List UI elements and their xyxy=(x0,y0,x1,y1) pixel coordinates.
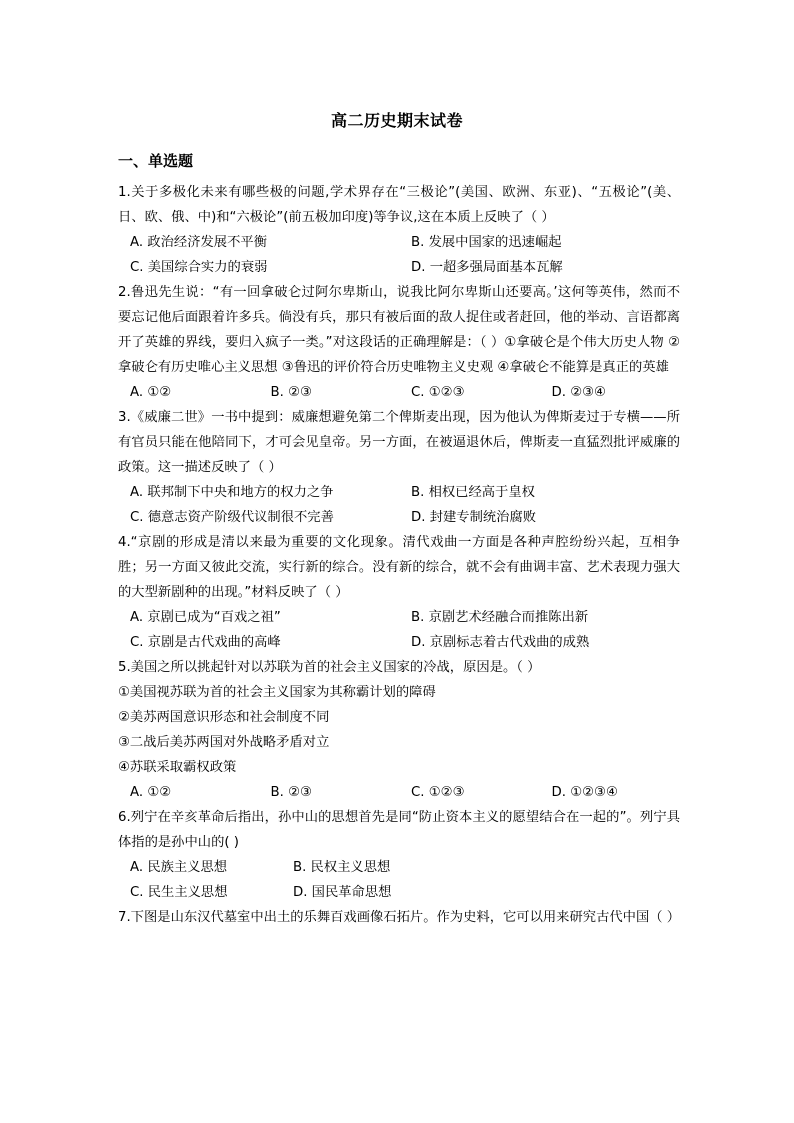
options xyxy=(118,230,680,280)
option-a[interactable]: A. ①② xyxy=(130,385,172,400)
option-c[interactable]: C. 德意志资产阶级代议制很不完善 xyxy=(130,510,334,525)
option-a[interactable]: A. 联邦制下中央和地方的权力之争 xyxy=(130,485,334,500)
option-b[interactable]: B. 发展中国家的迅速崛起 xyxy=(411,235,562,250)
option-d[interactable]: D. ①②③④ xyxy=(551,785,618,800)
question-5 xyxy=(118,655,680,805)
option-b[interactable]: B. 京剧艺术经融合而推陈出新 xyxy=(411,610,589,625)
option-a[interactable]: A. 民族主义思想 xyxy=(130,860,228,875)
statement-item: ④苏联采取霸权政策 xyxy=(118,760,237,775)
question-6 xyxy=(118,805,680,905)
option-d[interactable]: D. ②③④ xyxy=(551,385,606,400)
option-c[interactable]: C. 美国综合实力的衰弱 xyxy=(130,260,268,275)
question-3 xyxy=(118,405,680,530)
option-a[interactable]: A. 政治经济发展不平衡 xyxy=(130,235,267,250)
page-title: 高二历史期末试卷 xyxy=(330,111,463,130)
question-text: 4.“京剧的形成是清以来最为重要的文化现象。清代戏曲一方面是各种声腔纷纷兴起，互相争胜；另一方面又彼此交流，实行新的综合。没有新的综合，就不会有曲调丰富、艺术表现力强大的大型新剧种的出现。”材料反映了（ ） xyxy=(118,535,680,600)
question-1 xyxy=(118,180,680,280)
question-text: 5.美国之所以挑起针对以苏联为首的社会主义国家的冷战，原因是。（ ） xyxy=(118,660,541,675)
question-list xyxy=(118,180,680,930)
option-b[interactable]: B. ②③ xyxy=(270,785,312,800)
option-c[interactable]: C. ①②③ xyxy=(411,785,465,800)
question-4 xyxy=(118,530,680,655)
option-d[interactable]: D. 一超多强局面基本瓦解 xyxy=(411,260,563,275)
options xyxy=(118,780,680,805)
option-b[interactable]: B. 相权已经高于皇权 xyxy=(411,485,535,500)
option-c[interactable]: C. 京剧是古代戏曲的高峰 xyxy=(130,635,281,650)
question-2 xyxy=(118,280,680,405)
options xyxy=(118,480,680,530)
option-d[interactable]: D. 国民革命思想 xyxy=(292,885,392,900)
question-text: 3.《威廉二世》一书中提到：威廉想避免第二个俾斯麦出现，因为他认为俾斯麦过于专横——所有官员只能在他陪同下，才可会见皇帝。另一方面，在被逼退休后，俾斯麦一直猛烈批评威廉的政策。这一描述反映了（ ） xyxy=(118,410,680,475)
option-d[interactable]: D. 京剧标志着古代戏曲的成熟 xyxy=(411,635,590,650)
statement-item: ②美苏两国意识形态和社会制度不同 xyxy=(118,710,330,725)
option-a[interactable]: A. ①② xyxy=(130,785,172,800)
options xyxy=(118,380,680,405)
statement-item: ①美国视苏联为首的社会主义国家为其称霸计划的障碍 xyxy=(118,685,436,700)
statement-item: ③二战后美苏两国对外战略矛盾对立 xyxy=(118,735,330,750)
option-a[interactable]: A. 京剧已成为“百戏之祖” xyxy=(130,610,281,625)
option-c[interactable]: C. ①②③ xyxy=(411,385,465,400)
question-text: 6.列宁在辛亥革命后指出，孙中山的思想首先是同“防止资本主义的愿望结合在一起的”。列宁具体指的是孙中山的( ) xyxy=(118,810,680,850)
question-text: 1.关于多极化未来有哪些极的问题,学术界存在“三极论”(美国、欧洲、东亚)、“五极论”(美、日、欧、俄、中)和“六极论”(前五极加印度)等争议,这在本质上反映了（ ） xyxy=(118,185,680,225)
option-c[interactable]: C. 民生主义思想 xyxy=(130,885,228,900)
question-7 xyxy=(118,905,680,930)
question-text: 2.鲁迅先生说：“有一回拿破仑过阿尔卑斯山，说我比阿尔卑斯山还要高。’这何等英伟，然而不要忘记他后面跟着许多兵。倘没有兵，那只有被后面的敌人捉住或者赶回，他的举动、言语都离开了英雄的界线，要归入疯子一类。”对这段话的正确理解是：（ ）①拿破仑是个伟大历史人物 ②拿破仑有历史唯心主义思想 ③鲁迅的评价符合历史唯物主义史观 ④拿破仑不能算是真正的英雄 xyxy=(118,285,680,375)
options xyxy=(118,605,680,655)
section-heading: 一、单选题 xyxy=(118,152,194,170)
option-b[interactable]: B. ②③ xyxy=(270,385,312,400)
question-text: 7.下图是山东汉代墓室中出土的乐舞百戏画像石拓片。作为史料，它可以用来研究古代中国（ ） xyxy=(118,910,681,925)
options xyxy=(118,855,680,905)
option-d[interactable]: D. 封建专制统治腐败 xyxy=(411,510,537,525)
option-b[interactable]: B. 民权主义思想 xyxy=(292,860,391,875)
